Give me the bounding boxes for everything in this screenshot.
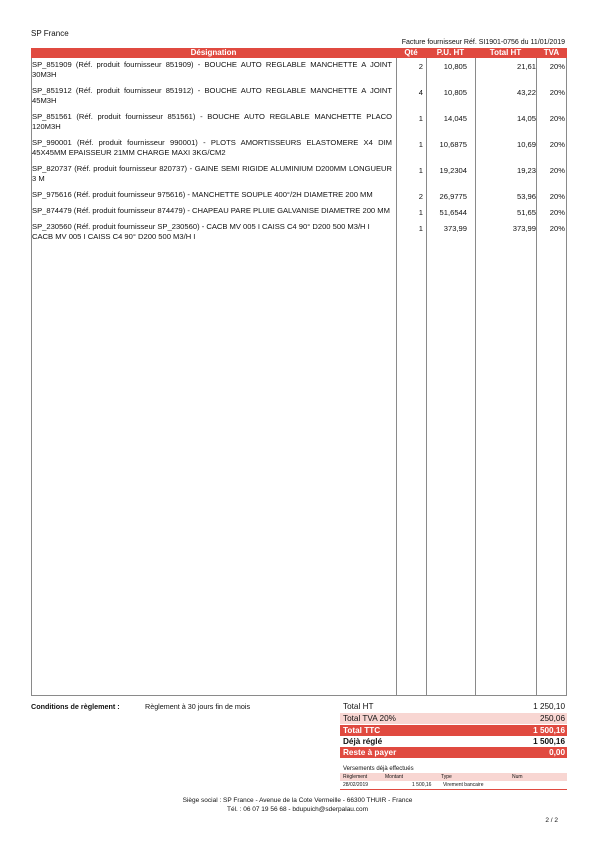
item-description: SP_851561 (Réf. produit fournisseur 851561) - BOUCHE AUTO REGLABLE MANCHETTE PLACO 120M3H bbox=[32, 112, 392, 131]
item-qty: 1 bbox=[418, 114, 423, 123]
item-qty: 1 bbox=[418, 224, 423, 233]
already-paid-row bbox=[340, 736, 567, 747]
item-description: SP_230560 (Réf. produit fournisseur SP_230560) - CACB MV 005 I CAISS C4 90° D200 500 M3/H I bbox=[32, 222, 370, 231]
item-qty: 1 bbox=[418, 140, 423, 149]
header-total-ht: Total HT bbox=[489, 48, 522, 57]
payment-amount: 1 500,16 bbox=[412, 782, 432, 788]
total-tva-label: Total TVA 20% bbox=[343, 714, 396, 723]
total-ht-value: 1 250,10 bbox=[533, 702, 565, 711]
payments-col-date: Règlement bbox=[343, 774, 368, 780]
header-qty: Qté bbox=[404, 48, 418, 57]
items-table-body bbox=[31, 58, 567, 248]
table-row bbox=[31, 60, 567, 80]
total-ht-label: Total HT bbox=[343, 702, 374, 711]
total-ttc-row bbox=[340, 725, 567, 736]
item-total-ht: 14,05 bbox=[516, 114, 536, 123]
item-unit-price: 26,9775 bbox=[439, 192, 467, 201]
already-paid-label: Déjà réglé bbox=[343, 737, 383, 746]
item-tva: 20% bbox=[549, 140, 565, 149]
table-row bbox=[31, 206, 567, 216]
table-row bbox=[31, 138, 567, 158]
payment-conditions-value: Règlement à 30 jours fin de mois bbox=[145, 702, 251, 711]
payment-row bbox=[340, 781, 567, 790]
item-unit-price: 19,2304 bbox=[439, 166, 467, 175]
item-description: SP_851912 (Réf. produit fournisseur 851912) - BOUCHE AUTO REGLABLE MANCHETTE A JOINT 45M3H bbox=[32, 86, 392, 105]
table-row bbox=[31, 86, 567, 106]
payments-title: Versements déjà effectués bbox=[343, 766, 414, 772]
payment-date: 28/02/2019 bbox=[343, 782, 369, 788]
item-description: SP_820737 (Réf. produit fournisseur 820737) - GAINE SEMI RIGIDE ALUMINIUM D200MM LONGUEUR 3 M bbox=[32, 164, 392, 183]
item-qty: 1 bbox=[418, 208, 423, 217]
item-unit-price: 14,045 bbox=[443, 114, 467, 123]
payments-header bbox=[340, 773, 567, 781]
header-unit-price: P.U. HT bbox=[436, 48, 465, 57]
item-unit-price: 10,805 bbox=[443, 62, 467, 71]
item-tva: 20% bbox=[549, 192, 565, 201]
item-total-ht: 19,23 bbox=[516, 166, 536, 175]
item-unit-price: 10,805 bbox=[443, 88, 467, 97]
table-header bbox=[31, 48, 567, 58]
total-ht-row bbox=[340, 701, 567, 712]
item-total-ht: 10,69 bbox=[516, 140, 536, 149]
payment-type: Virement bancaire bbox=[443, 782, 484, 788]
item-total-ht: 53,96 bbox=[516, 192, 536, 201]
table-row bbox=[31, 222, 567, 242]
payment-conditions-label: Conditions de règlement : bbox=[31, 702, 120, 711]
table-row bbox=[31, 164, 567, 184]
item-tva: 20% bbox=[549, 224, 565, 233]
header-designation: Désignation bbox=[190, 48, 237, 57]
payments-col-num: Num bbox=[512, 774, 523, 780]
item-total-ht: 51,65 bbox=[516, 208, 536, 217]
table-row bbox=[31, 112, 567, 132]
item-tva: 20% bbox=[549, 62, 565, 71]
remaining-row bbox=[340, 747, 567, 758]
item-tva: 20% bbox=[549, 208, 565, 217]
item-tva: 20% bbox=[549, 114, 565, 123]
footer-contact: Tél. : 06 07 19 56 68 - bdupuich@sderpalau.com bbox=[226, 806, 369, 813]
item-description: SP_975616 (Réf. produit fournisseur 975616) - MANCHETTE SOUPLE 400°/2H DIAMETRE 200 MM bbox=[32, 190, 373, 199]
item-unit-price: 51,6544 bbox=[439, 208, 467, 217]
item-description-extra: CACB MV 005 I CAISS C4 90° D200 500 M3/H I bbox=[32, 232, 196, 241]
remaining-label: Reste à payer bbox=[343, 748, 397, 757]
item-unit-price: 373,99 bbox=[443, 224, 467, 233]
item-tva: 20% bbox=[549, 88, 565, 97]
remaining-value: 0,00 bbox=[549, 748, 565, 757]
company-name: SP France bbox=[31, 29, 69, 38]
item-tva: 20% bbox=[549, 166, 565, 175]
already-paid-value: 1 500,16 bbox=[533, 737, 565, 746]
payments-col-amount: Montant bbox=[385, 774, 404, 780]
item-qty: 1 bbox=[418, 166, 423, 175]
item-qty: 4 bbox=[418, 88, 423, 97]
item-total-ht: 43,22 bbox=[516, 88, 536, 97]
invoice-reference: Facture fournisseur Réf. SI1901-0756 du 11/01/2019 bbox=[401, 39, 565, 46]
item-qty: 2 bbox=[418, 62, 423, 71]
item-qty: 2 bbox=[418, 192, 423, 201]
payments-col-type: Type bbox=[441, 774, 452, 780]
table-row bbox=[31, 190, 567, 200]
header-tva: TVA bbox=[543, 48, 560, 57]
item-total-ht: 21,61 bbox=[516, 62, 536, 71]
footer-address: Siège social : SP France - Avenue de la Cote Vermeille - 66300 THUIR - France bbox=[182, 797, 413, 804]
item-description: SP_874479 (Réf. produit fournisseur 874479) - CHAPEAU PARE PLUIE GALVANISE DIAMETRE 200 MM bbox=[32, 206, 390, 215]
item-unit-price: 10,6875 bbox=[439, 140, 467, 149]
total-ttc-label: Total TTC bbox=[343, 726, 381, 735]
item-description: SP_990001 (Réf. produit fournisseur 990001) - PLOTS AMORTISSEURS ELASTOMERE X4 DIM 45X45MM EPAISSEUR 21MM CHARGE MAXI 3KG/CM2 bbox=[32, 138, 392, 157]
total-tva-value: 250,06 bbox=[539, 714, 565, 723]
item-total-ht: 373,99 bbox=[512, 224, 536, 233]
page-number: 2 / 2 bbox=[545, 817, 558, 824]
total-ttc-value: 1 500,16 bbox=[533, 726, 565, 735]
item-description: SP_851909 (Réf. produit fournisseur 851909) - BOUCHE AUTO REGLABLE MANCHETTE A JOINT 30M3H bbox=[32, 60, 392, 79]
total-tva-row bbox=[340, 713, 567, 724]
